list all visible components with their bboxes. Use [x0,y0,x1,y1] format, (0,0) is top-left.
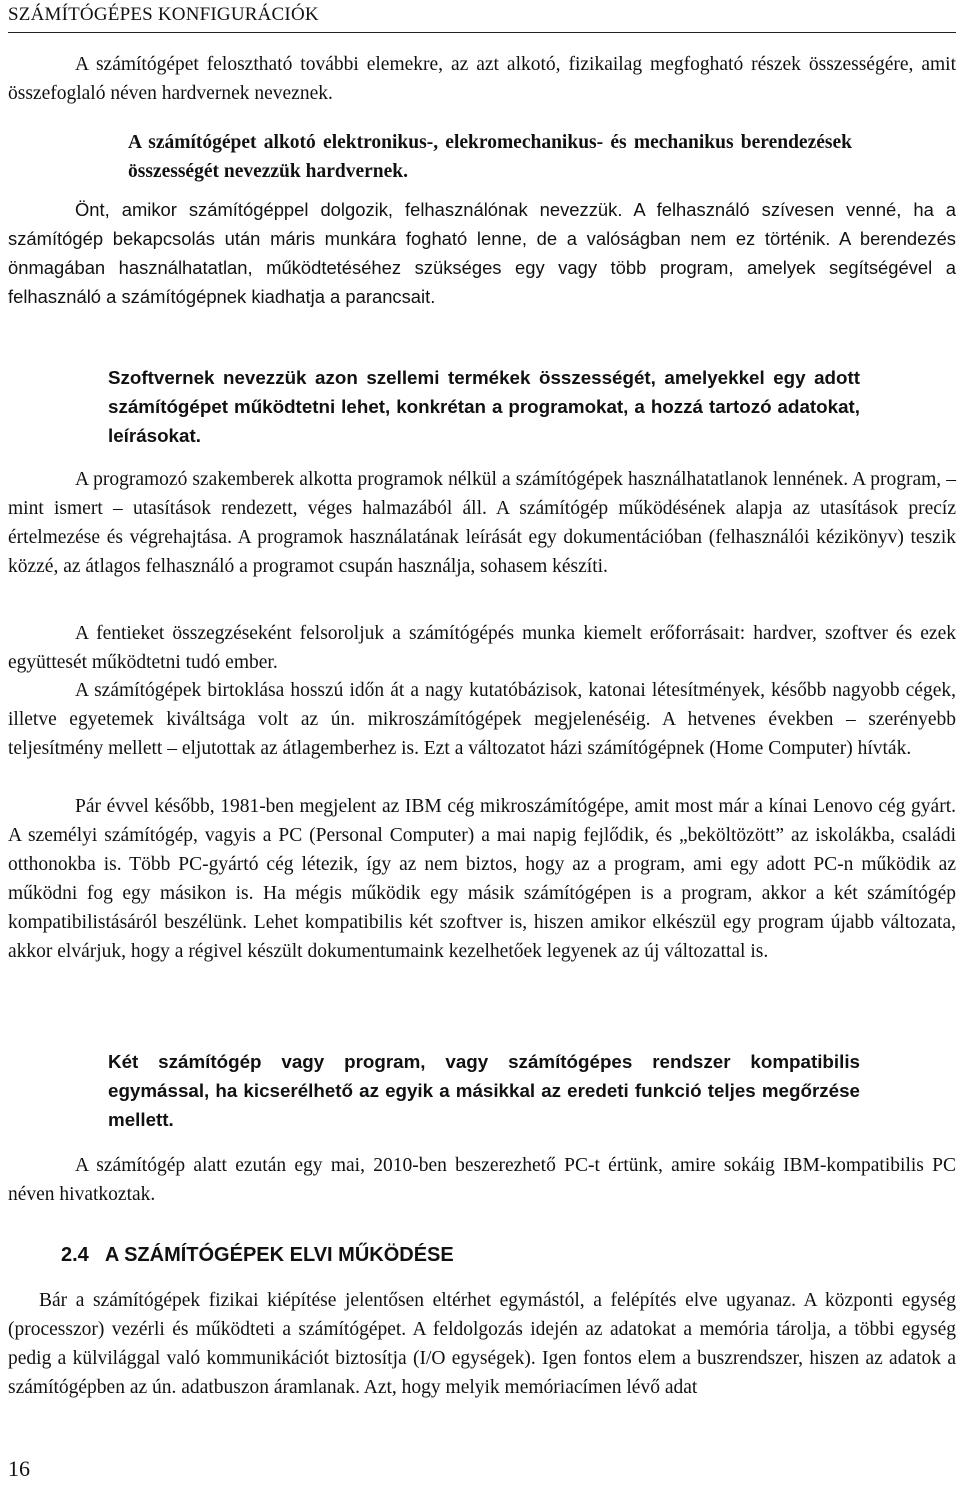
definition-hardware: A számítógépet alkotó elektronikus-, elekromechanikus- és mechanikus berendezések összességét nevezzük hardvernek. [128,132,852,182]
section-number: 2.4 [61,1244,89,1266]
paragraph-history: A számítógépek birtoklása hosszú időn át a nagy kutatóbázisok, katonai létesítmények, később nagyobb cégek, illetve egyetemek kiváltsága volt az ún. mikroszámítógépek megjelenéséig. A hetvenes években – szerényebb teljesítmény mellett – eljutottak az átlagemberhez is. Ezt a változatot házi számítógépnek (Home Computer) hívták. [8,680,956,759]
definition-software: Szoftvernek nevezzük azon szellemi termékek összességét, amelyekkel egy adott számítógépet működtetni lehet, konkrétan a programokat, a hozzá tartozó adatokat, leírásokat. [108,367,860,446]
section-heading [61,1240,454,1268]
paragraph-ibm-compatible: A számítógép alatt ezután egy mai, 2010-ben beszerezhető PC-t értünk, amire sokáig IBM-kompatibilis PC néven hivatkoztak. [8,1155,956,1205]
paragraph-resources: A fentieket összegzéseként felsoroljuk a számítógépés munka kiemelt erőforrásait: hardver, szoftver és ezek együttesét működtetni tudó ember. [8,623,956,673]
paragraph-programs: A programozó szakemberek alkotta programok nélkül a számítógépek használhatatlanok lennének. A program, – mint ismert – utasítások rendezett, véges halmazából áll. A számítógép működésének alapja az utasítások precíz értelmezése és végrehajtása. A programok használatának leírását egy dokumentációban (felhasználói kézikönyv) teszik közzé, az átlagos felhasználó a programot csupán használja, sohasem készíti. [8,469,956,577]
paragraph-principles: Bár a számítógépek fizikai kiépítése jelentősen eltérhet egymástól, a felépítés elve ugyanaz. A központi egység (processzor) vezérli és működteti a számítógépet. A feldolgozás idején az adatokat a memória tárolja, a többi egység pedig a külvilággal való kommunikációt biztosítja (I/O egységek). Igen fontos elem a buszrendszer, hiszen az adatok a számítógépben az ún. adatbuszon áramlanak. Azt, hogy melyik memóriacímen lévő adat [8,1290,956,1398]
section-title: A SZÁMÍTÓGÉPEK ELVI MŰKÖDÉSE [104,1244,454,1266]
paragraph-pc: Pár évvel később, 1981-ben megjelent az IBM cég mikroszámítógépe, amit most már a kínai Lenovo cég gyárt. A személyi számítógép, vagyis a PC (Personal Computer) a mai napig fejlődik, és „beköltözött” az iskolákba, családi otthonokba is. Több PC-gyártó cég létezik, így az nem biztos, hogy az a program, ami egy adott PC-n működik az működni fog egy másikon is. Ha mégis működik egy másik számítógépen is a program, akkor a két számítógép kompatibilistásáról beszélünk. Lehet kompatibilis két szoftver is, hiszen amikor elkészül egy program újabb változata, akkor elvárjuk, hogy a régivel készült dokumentumaink kezelhetőek legyenek az új változattal is. [8,796,956,962]
paragraph-hardware-intro: A számítógépet felosztható további elemekre, az azt alkotó, fizikailag megfogható részek összességére, amit összefoglaló néven hardvernek neveznek. [8,54,956,104]
paragraph-user: Önt, amikor számítógéppel dolgozik, felhasználónak nevezzük. A felhasználó szívesen venné, ha a számítógép bekapcsolás után máris munkára fogható lenne, de a valóságban nem ez történik. A berendezés önmagában használhatatlan, működtetéséhez szükséges egy vagy több program, amelyek segítségével a felhasználó a számítógépnek kiadhatja a parancsait. [8,199,956,307]
running-header [8,2,956,33]
page-number: 16 [8,1456,30,1481]
running-header-title: SZÁMÍTÓGÉPES KONFIGURÁCIÓK [8,4,319,25]
definition-compatible: Két számítógép vagy program, vagy számítógépes rendszer kompatibilis egymással, ha kicserélhető az egyik a másikkal az eredeti funkció teljes megőrzése mellett. [108,1051,860,1130]
